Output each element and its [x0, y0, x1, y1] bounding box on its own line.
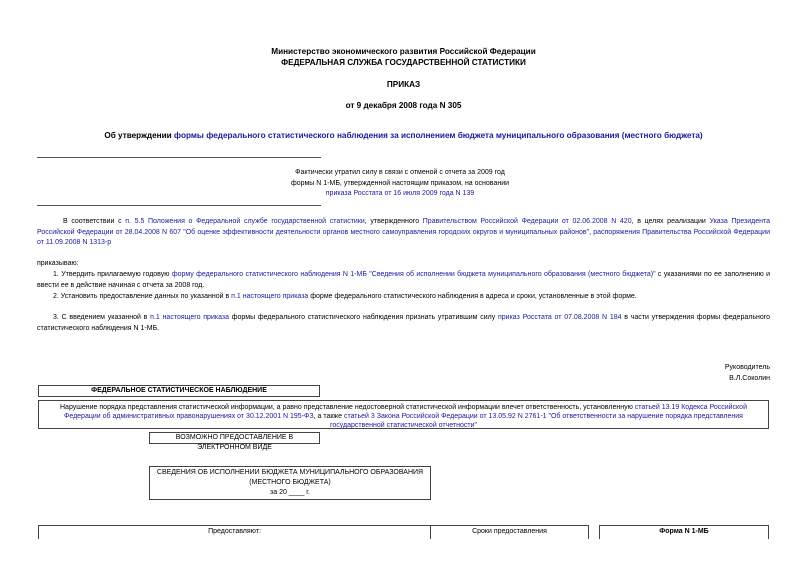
- order-title: [0, 131, 807, 140]
- order-point-2: [37, 292, 770, 303]
- order-point-1: [37, 270, 770, 291]
- order-intro: приказываю:: [37, 260, 79, 267]
- p1-text-b: с указаниями по ее заполнению и ввести ее в действие начиная с отчета за 2008 год.: [37, 271, 770, 289]
- preamble-text-2: , утвержденного: [364, 218, 423, 225]
- liability-text-b: , а также: [313, 413, 344, 420]
- report-title-line-2: (МЕСТНОГО БЮДЖЕТА): [249, 479, 331, 486]
- ministry-name: Министерство экономического развития Российской Федерации: [271, 47, 536, 56]
- divider-bottom: [37, 205, 321, 206]
- preamble-paragraph: [37, 217, 770, 249]
- form-number-box: Форма N 1-МБ: [599, 525, 769, 539]
- liability-link-law[interactable]: статьей 3 Закона Российской Федерации от 13.05.92 N 2761-1 "Об ответственности за нарушение порядка представления государственной статистической отчетности": [330, 413, 743, 429]
- p2-link[interactable]: п.1 настоящего приказа: [231, 293, 309, 300]
- signature-block: [600, 363, 770, 384]
- report-year: за 20 ____ г.: [270, 489, 310, 496]
- preamble-link-regulation[interactable]: п. 5.5 Положения о Федеральной службе государственной статистики: [125, 218, 365, 225]
- doc-type: ПРИКАЗ: [386, 80, 421, 89]
- electronic-submission-box: ВОЗМОЖНО ПРЕДОСТАВЛЕНИЕ В ЭЛЕКТРОННОМ ВИДЕ: [149, 432, 320, 444]
- divider-top: [37, 157, 321, 158]
- validity-note: [250, 168, 550, 200]
- note-line-1: Фактически утратил силу в связи с отменой с отчета за 2009 год: [295, 169, 505, 176]
- p3-text-b: формы федерального статистического наблюдения признать утратившим силу: [229, 314, 498, 321]
- preamble-link-decree[interactable]: Указа Президента Российской Федерации от 28.04.2008 N 607 "Об оценке эффективности деятельности органов местного самоуправления городских округов и муниципальных районов": [37, 218, 771, 236]
- p3-link-1[interactable]: п.1 настоящего приказа: [150, 314, 229, 321]
- preamble-text-1: В соответствии с: [63, 218, 126, 225]
- p3-text-c: в части утверждения формы федерального статистического наблюдения N 1-МБ.: [37, 314, 771, 332]
- signature-role: Руководитель: [724, 364, 770, 371]
- p3-text-a: 3. С введением указанной в: [53, 314, 151, 321]
- service-name: ФЕДЕРАЛЬНАЯ СЛУЖБА ГОСУДАРСТВЕННОЙ СТАТИСТИКИ: [281, 58, 526, 67]
- preamble-link-government[interactable]: Правительством Российской Федерации от 02.06.2008 N 420: [422, 218, 632, 225]
- title-prefix: Об утверждении: [104, 131, 174, 140]
- column-deadlines: Сроки предоставления: [431, 525, 589, 539]
- signature-name: В.Л.Соколин: [729, 374, 770, 382]
- order-point-3: [37, 313, 770, 334]
- report-title-box: [149, 466, 431, 500]
- liability-text-a: Нарушение порядка представления статистической информации, а равно представление недостоверной статистической информации влечет ответственность, установленную: [60, 404, 635, 411]
- p1-form-link[interactable]: форму федерального статистического наблюдения N 1-МБ "Сведения об исполнении бюджета муниципального образования (местного бюджета)": [171, 271, 656, 278]
- preamble-link-order[interactable]: распоряжения Правительства Российской Федерации от 11.09.2008 N 1313-р: [37, 228, 770, 246]
- p2-text-b: форме федерального статистического наблюдения в адреса и сроки, установленные в этой форме.: [308, 293, 637, 300]
- preamble-text-3: , в целях реализации: [631, 218, 710, 225]
- note-link[interactable]: приказа Росстата от 16 июля 2009 года N 139: [325, 190, 475, 197]
- column-providers: Предоставляют:: [38, 525, 431, 539]
- federal-observation-box: ФЕДЕРАЛЬНОЕ СТАТИСТИЧЕСКОЕ НАБЛЮДЕНИЕ: [38, 385, 320, 397]
- p1-text-a: 1. Утвердить прилагаемую годовую: [53, 271, 172, 278]
- liability-box: [38, 400, 769, 429]
- liability-link-code[interactable]: статьей 13.19 Кодекса Российской Федерации об административных правонарушениях от 30.12.2001 N 195-ФЗ: [64, 404, 747, 420]
- p2-text-a: 2. Установить предоставление данных по указанной в: [53, 293, 232, 300]
- report-title-line-1: СВЕДЕНИЯ ОБ ИСПОЛНЕНИИ БЮДЖЕТА МУНИЦИПАЛЬНОГО ОБРАЗОВАНИЯ: [156, 469, 424, 476]
- note-line-2: формы N 1-МБ, утвержденной настоящим приказом, на основании: [290, 179, 510, 187]
- title-form-link[interactable]: формы федерального статистического наблюдения за исполнением бюджета муниципального образования (местного бюджета): [173, 131, 703, 140]
- p3-link-2[interactable]: приказ Росстата от 07.08.2008 N 184: [497, 314, 622, 321]
- doc-date: от 9 декабря 2008 года N 305: [345, 101, 462, 110]
- preamble-text-4: ,: [589, 228, 594, 236]
